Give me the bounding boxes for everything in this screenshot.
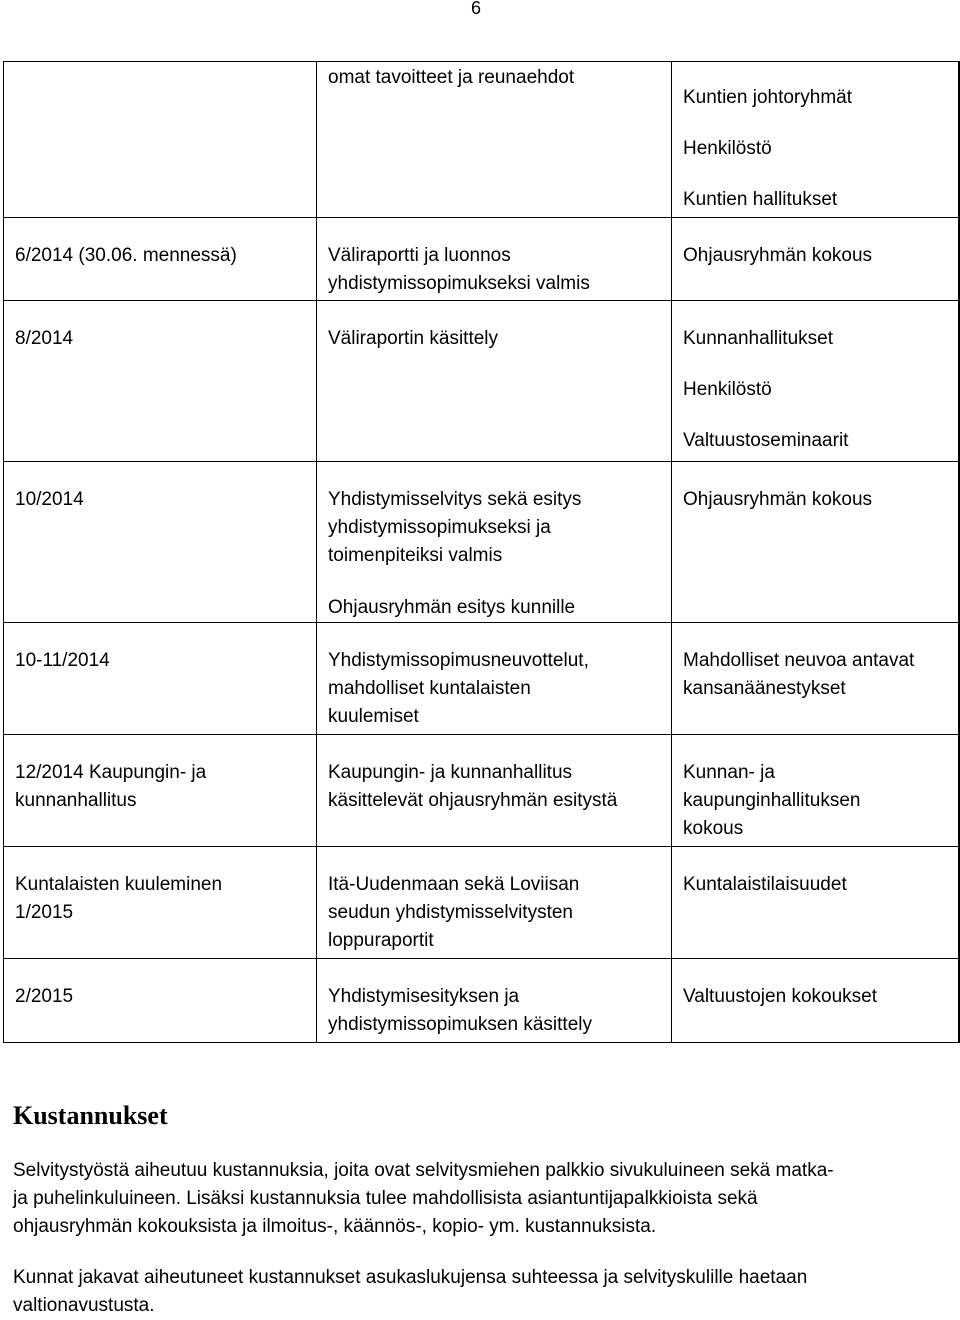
cell-line: 2/2015 — [15, 986, 74, 1007]
table-row — [4, 461, 958, 622]
paragraph-line: Selvitystyöstä aiheutuu kustannuksia, joita ovat selvitysmiehen palkkio sivukuluineen sekä matka- — [13, 1160, 834, 1181]
table-cell-body — [671, 62, 958, 217]
cell-line: Väliraportti ja luonnos — [328, 245, 511, 266]
page-number: 6 — [470, 0, 481, 18]
cell-line: yhdistymissopimukseksi valmis — [328, 273, 590, 294]
table-row — [4, 217, 958, 300]
table-cell-date — [4, 301, 316, 461]
table-cell-date — [4, 735, 316, 846]
table-cell-phase — [316, 735, 671, 846]
cell-line: 6/2014 (30.06. mennessä) — [15, 245, 237, 266]
cell-line: 12/2014 Kaupungin- ja — [15, 762, 207, 783]
table-cell-date — [4, 218, 316, 300]
cell-line: Kuntalaistilaisuudet — [683, 874, 847, 895]
cell-line: 10/2014 — [15, 489, 84, 510]
table-cell-body — [671, 847, 958, 958]
cell-line: kunnanhallitus — [15, 790, 137, 811]
table-cell-date — [4, 62, 316, 217]
table-row — [4, 846, 958, 958]
table-cell-body — [671, 301, 958, 461]
table-row — [4, 734, 958, 846]
cell-line: loppuraportit — [328, 930, 434, 951]
cell-line: Ohjausryhmän esitys kunnille — [328, 597, 576, 618]
table-cell-phase — [316, 959, 671, 1042]
section-heading: Kustannukset — [13, 1101, 168, 1130]
costs-paragraph — [13, 1157, 943, 1241]
cell-line: Yhdistymisesityksen ja — [328, 986, 520, 1007]
cell-line: Mahdolliset neuvoa antavat — [683, 650, 915, 671]
cell-line: mahdolliset kuntalaisten — [328, 678, 531, 699]
table-cell-phase — [316, 218, 671, 300]
table-cell-phase — [316, 462, 671, 622]
table-cell-date — [4, 847, 316, 958]
paragraph-line: Kunnat jakavat aiheutuneet kustannukset asukaslukujensa suhteessa ja selvityskulille haetaan — [13, 1267, 808, 1288]
cell-line: Kuntien hallitukset — [683, 189, 838, 210]
paragraph-line: valtionavustusta. — [13, 1295, 155, 1316]
cell-line: yhdistymissopimuksen käsittely — [328, 1014, 592, 1035]
table-row — [4, 62, 958, 217]
cell-line: Väliraportin käsittely — [328, 328, 499, 349]
cell-line: Ohjausryhmän kokous — [683, 245, 873, 266]
cell-line: Yhdistymissopimusneuvottelut, — [328, 650, 589, 671]
paragraph-line: ja puhelinkuluineen. Lisäksi kustannuksia tulee mahdollisista asiantuntijapalkkioista sekä — [13, 1188, 758, 1209]
table-row — [4, 300, 958, 461]
paragraph-line: ohjausryhmän kokouksista ja ilmoitus-, käännös-, kopio- ym. kustannuksista. — [13, 1216, 657, 1237]
table-row — [4, 958, 958, 1042]
table-row — [4, 622, 958, 734]
cell-line: 10-11/2014 — [15, 650, 110, 671]
cell-line: Itä-Uudenmaan sekä Loviisan — [328, 874, 580, 895]
cell-line: Kaupungin- ja kunnanhallitus — [328, 762, 573, 783]
table-cell-body — [671, 218, 958, 300]
cell-line: kuulemiset — [328, 706, 419, 727]
cell-line: kokous — [683, 818, 744, 839]
table-cell-body — [671, 462, 958, 622]
cell-line: 1/2015 — [15, 902, 74, 923]
cell-line: Kunnan- ja — [683, 762, 775, 783]
table-cell-body — [671, 623, 958, 734]
table-cell-phase — [316, 623, 671, 734]
table-cell-body — [671, 735, 958, 846]
table-cell-date — [4, 959, 316, 1042]
cell-line: Kuntalaisten kuuleminen — [15, 874, 223, 895]
cell-line: kaupunginhallituksen — [683, 790, 861, 811]
cell-line: Kunnanhallitukset — [683, 328, 833, 349]
schedule-table — [3, 61, 960, 1043]
cell-line: Henkilöstö — [683, 379, 772, 400]
costs-paragraph — [13, 1264, 943, 1320]
table-cell-phase — [316, 62, 671, 217]
table-cell-phase — [316, 301, 671, 461]
cell-line: Valtuustoseminaarit — [683, 430, 849, 451]
cell-line: yhdistymissopimukseksi ja — [328, 517, 551, 538]
cell-line: omat tavoitteet ja reunaehdot — [328, 67, 575, 88]
cell-line: käsittelevät ohjausryhmän esitystä — [328, 790, 618, 811]
table-cell-body — [671, 959, 958, 1042]
cell-line: toimenpiteiksi valmis — [328, 545, 503, 566]
table-cell-date — [4, 462, 316, 622]
cell-line: Valtuustojen kokoukset — [683, 986, 877, 1007]
cell-line: Kuntien johtoryhmät — [683, 87, 852, 108]
cell-line: Henkilöstö — [683, 138, 772, 159]
cell-line: kansanäänestykset — [683, 678, 846, 699]
table-cell-date — [4, 623, 316, 734]
cell-line: seudun yhdistymisselvitysten — [328, 902, 573, 923]
cell-line: Yhdistymisselvitys sekä esitys — [328, 489, 582, 510]
cell-line: 8/2014 — [15, 328, 74, 349]
table-cell-phase — [316, 847, 671, 958]
cell-line: Ohjausryhmän kokous — [683, 489, 873, 510]
